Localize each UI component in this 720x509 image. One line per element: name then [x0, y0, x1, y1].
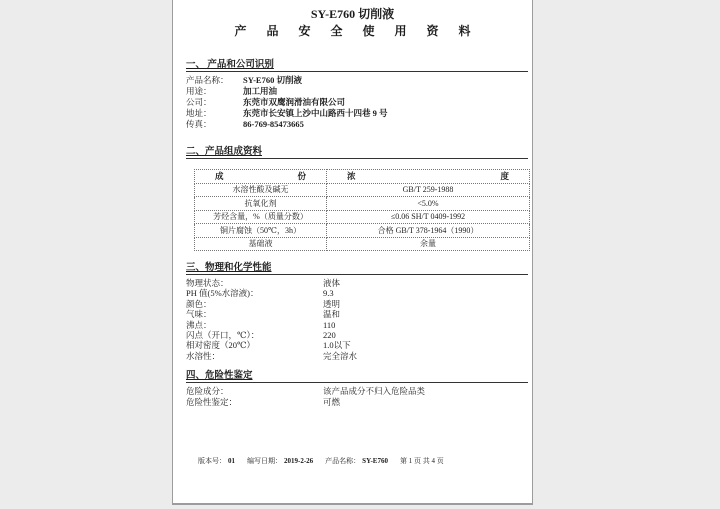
field-value: 温和 — [323, 309, 341, 320]
field-flash-point — [186, 330, 532, 340]
footer-version-label: 版本号： — [198, 457, 226, 466]
field-label: 公司： — [186, 97, 212, 107]
column-header-component — [195, 170, 327, 184]
field-value: 9.3 — [323, 288, 334, 299]
field-value: 透明 — [323, 298, 341, 309]
footer-version — [198, 457, 235, 466]
document-subtitle: 产品安全使用资料 — [234, 24, 491, 38]
field-label: 沸点： — [186, 319, 212, 330]
page-footer — [198, 457, 532, 466]
field-fax — [186, 119, 532, 130]
field-value: 220 — [323, 330, 336, 341]
document-page — [172, 0, 533, 505]
field-value: SY-E760 切削液 — [243, 75, 302, 85]
cell-concentration: 余量 — [327, 237, 530, 251]
field-value: 该产品成分不归入危险品类 — [323, 386, 426, 397]
field-label: 闪点（开口，℃）： — [186, 330, 260, 341]
field-hazard-assessment — [186, 397, 532, 408]
field-product-name — [186, 75, 532, 86]
field-label: 气味： — [186, 309, 212, 320]
cell-concentration: 合格 GB/T 378-1964（1990） — [327, 224, 530, 238]
field-boiling-point — [186, 320, 532, 330]
table-row — [195, 224, 530, 238]
field-hazardous-components — [186, 386, 532, 397]
column-header-concentration — [327, 170, 530, 184]
field-value: 液体 — [323, 278, 341, 288]
field-company — [186, 97, 532, 108]
field-address — [186, 108, 532, 119]
field-label: 产品名称： — [186, 75, 229, 85]
field-value: 加工用油 — [243, 86, 278, 96]
field-value: 完全溶水 — [323, 350, 358, 361]
section-heading-hazard: 四、危险性鉴定 — [186, 372, 528, 383]
field-ph — [186, 288, 532, 298]
field-value: 86-769-85473665 — [243, 119, 304, 129]
cell-component: 水溶性酸及碱无 — [195, 183, 327, 197]
section-heading-company-identification: 一、 产品和公司识别 — [186, 61, 528, 72]
field-odor — [186, 309, 532, 319]
cell-component: 抗氧化剂 — [195, 197, 327, 211]
cell-concentration: GB/T 259-1988 — [327, 183, 530, 197]
field-label: PH 值(5%水溶液)： — [186, 288, 259, 299]
field-value: 可燃 — [323, 397, 341, 408]
header-char: 度 — [500, 170, 509, 181]
field-label: 危险成分： — [186, 386, 229, 397]
footer-date-value: 2019-2-26 — [284, 457, 314, 466]
field-label: 危险性鉴定： — [186, 397, 238, 408]
field-color — [186, 299, 532, 309]
field-label: 相对密度（20℃） — [186, 340, 256, 351]
table-row — [195, 237, 530, 251]
cell-component: 基础液 — [195, 237, 327, 251]
header-char: 浓 — [347, 170, 356, 181]
document-title: SY-E760 切削液 — [310, 7, 395, 21]
footer-version-value: 01 — [228, 457, 235, 466]
footer-product-value: SY-E760 — [362, 457, 388, 466]
field-usage — [186, 86, 532, 97]
field-label: 物理状态： — [186, 278, 229, 288]
header-char: 份 — [297, 170, 306, 181]
hazard-list — [186, 386, 532, 408]
section-heading-composition: 二、产品组成资料 — [186, 148, 528, 159]
cell-component: 芳烃含量，%（质量分数） — [195, 210, 327, 224]
footer-date — [247, 457, 313, 466]
footer-product — [325, 457, 388, 466]
composition-table — [194, 169, 530, 251]
field-value: 110 — [323, 319, 336, 330]
physical-chemical-list — [186, 278, 532, 361]
footer-page-info: 第 1 页 共 4 页 — [399, 457, 444, 466]
table-row — [195, 197, 530, 211]
section-heading-physical-chemical: 三、物理和化学性能 — [186, 264, 528, 275]
cell-concentration: <5.0% — [327, 197, 530, 211]
cell-component: 铜片腐蚀（50℃，3h） — [195, 224, 327, 238]
field-water-solubility — [186, 351, 532, 361]
field-physical-state — [186, 278, 532, 288]
footer-product-label: 产品名称： — [325, 457, 361, 466]
field-label: 颜色： — [186, 298, 212, 309]
company-identification-list — [186, 75, 532, 130]
field-value: 东莞市双鹰润滑油有限公司 — [243, 97, 346, 107]
field-value: 东莞市长安镇上沙中山路西十四巷 9 号 — [243, 108, 388, 118]
header-char: 成 — [215, 170, 224, 181]
field-label: 传真： — [186, 119, 212, 129]
field-relative-density — [186, 340, 532, 350]
table-header-row — [195, 170, 530, 184]
field-label: 用途： — [186, 86, 212, 96]
cell-concentration: ≤0.06 SH/T 0409-1992 — [327, 210, 530, 224]
footer-date-label: 编写日期： — [247, 457, 282, 466]
field-label: 水溶性： — [186, 350, 221, 361]
field-label: 地址： — [186, 108, 212, 118]
table-row — [195, 183, 530, 197]
field-value: 1.0以下 — [323, 340, 351, 351]
table-row — [195, 210, 530, 224]
